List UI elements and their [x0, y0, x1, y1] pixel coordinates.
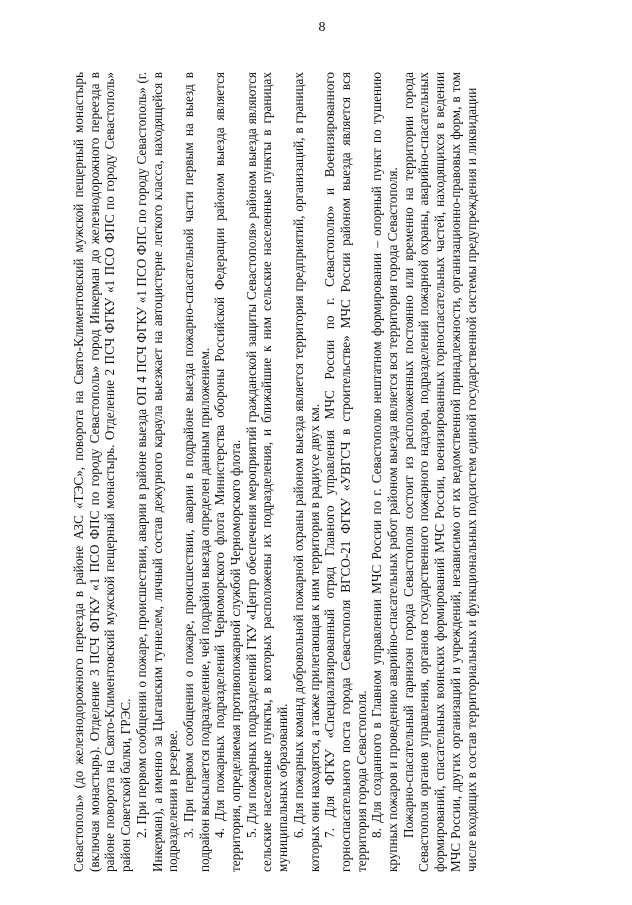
paragraph-2: 2. При первом сообщении о пожаре, происшествии, аварии в районе выезда ОП 4 ПСЧ ФГКУ «1 ПСО ФПС по городу Севастополь» (г. Инкерман), а именно за Цыганским туннелем, личный состав дежурного караула выезжает на автоцистерне легкого класса, находящейся в подразделении в резерве. [133, 72, 181, 872]
paragraph-continuation: Севастополь» (до железнодорожного переезда в районе АЗС «ТЭС», поворота на Свято-Климентовский мужской пещерный монастырь (включая монастырь). Отделение 3 ПСЧ ФГКУ «1 ПСО ФПС по городу Севастополь» город Инкерман до железнодорожного переезда в районе поворота на Свято-Климентовский мужской пещерный монастырь. Отделение 2 ПСЧ ФГКУ «1 ПСО ФПС по городу Севастополь» район Советской балки, ГРЭС. [71, 72, 134, 872]
paragraph-5: 5. Для пожарных подразделений ГКУ «Центр обеспечения мероприятий гражданской защиты Севастополя» районом выезда являются сельские населенные пункты, в которых расположены их подразделения, и ближайшие к ним сельские населенные пункты в границах муниципальных образований. [243, 72, 291, 872]
paragraph-6: 6. Для пожарных команд добровольной пожарной охраны районом выезда является территория предприятий, организаций, в границах которых они находятся, а также прилегающая к ним территория в радиусе двух км. [290, 72, 322, 872]
paragraph-4: 4. Для пожарных подразделений Черноморского флота Министерства обороны Российской Федерации районом выезда является территория, определяемая противопожарной службой Черноморского флота. [212, 72, 244, 872]
paragraph-7: 7. Для ФГКУ «Специализированный отряд Главного управления МЧС России по г. Севастополю» и Военизированного горноспасательного поста города Севастополя ВГСО-21 ФГКУ «УВГСЧ в строительстве» МЧС России районом выезда является вся территория города Севастополя. [322, 72, 369, 872]
paragraph-3: 3. При первом сообщении о пожаре, происшествии, аварии в подрайоне выезда пожарно-спасательной части первым на выезд в подрайон высылается подразделение, чей подрайон выезда определен данным приложением. [180, 72, 212, 872]
document-body [71, 72, 561, 872]
paragraph-garrison: Пожарно-спасательный гарнизон города Севастополя состоит из расположенных постоянно или временно на территории города Севастополя органов управления, органов государственного пожарного надзора, подразделений пожарной охраны, аварийно-спасательных формирований, спасательных воинских формирований МЧС России, военизированных горноспасательных частей, находящихся в ведении МЧС России, других организаций и учреждений, независимо от их ведомственной принадлежности, организационно-правовых форм, в том числе входящих в состав территориальных и функциональных подсистем единой государственной системы предупреждения и ликвидации [400, 72, 479, 872]
page-number: 8 [318, 20, 326, 35]
paragraph-8: 8. Для созданного в Главном управлении МЧС России по г. Севастополю нештатном формировании – опорный пункт по тушению крупных пожаров и проведению аварийно-спасательных работ районом выезда является вся территория города Севастополя. [369, 72, 401, 872]
